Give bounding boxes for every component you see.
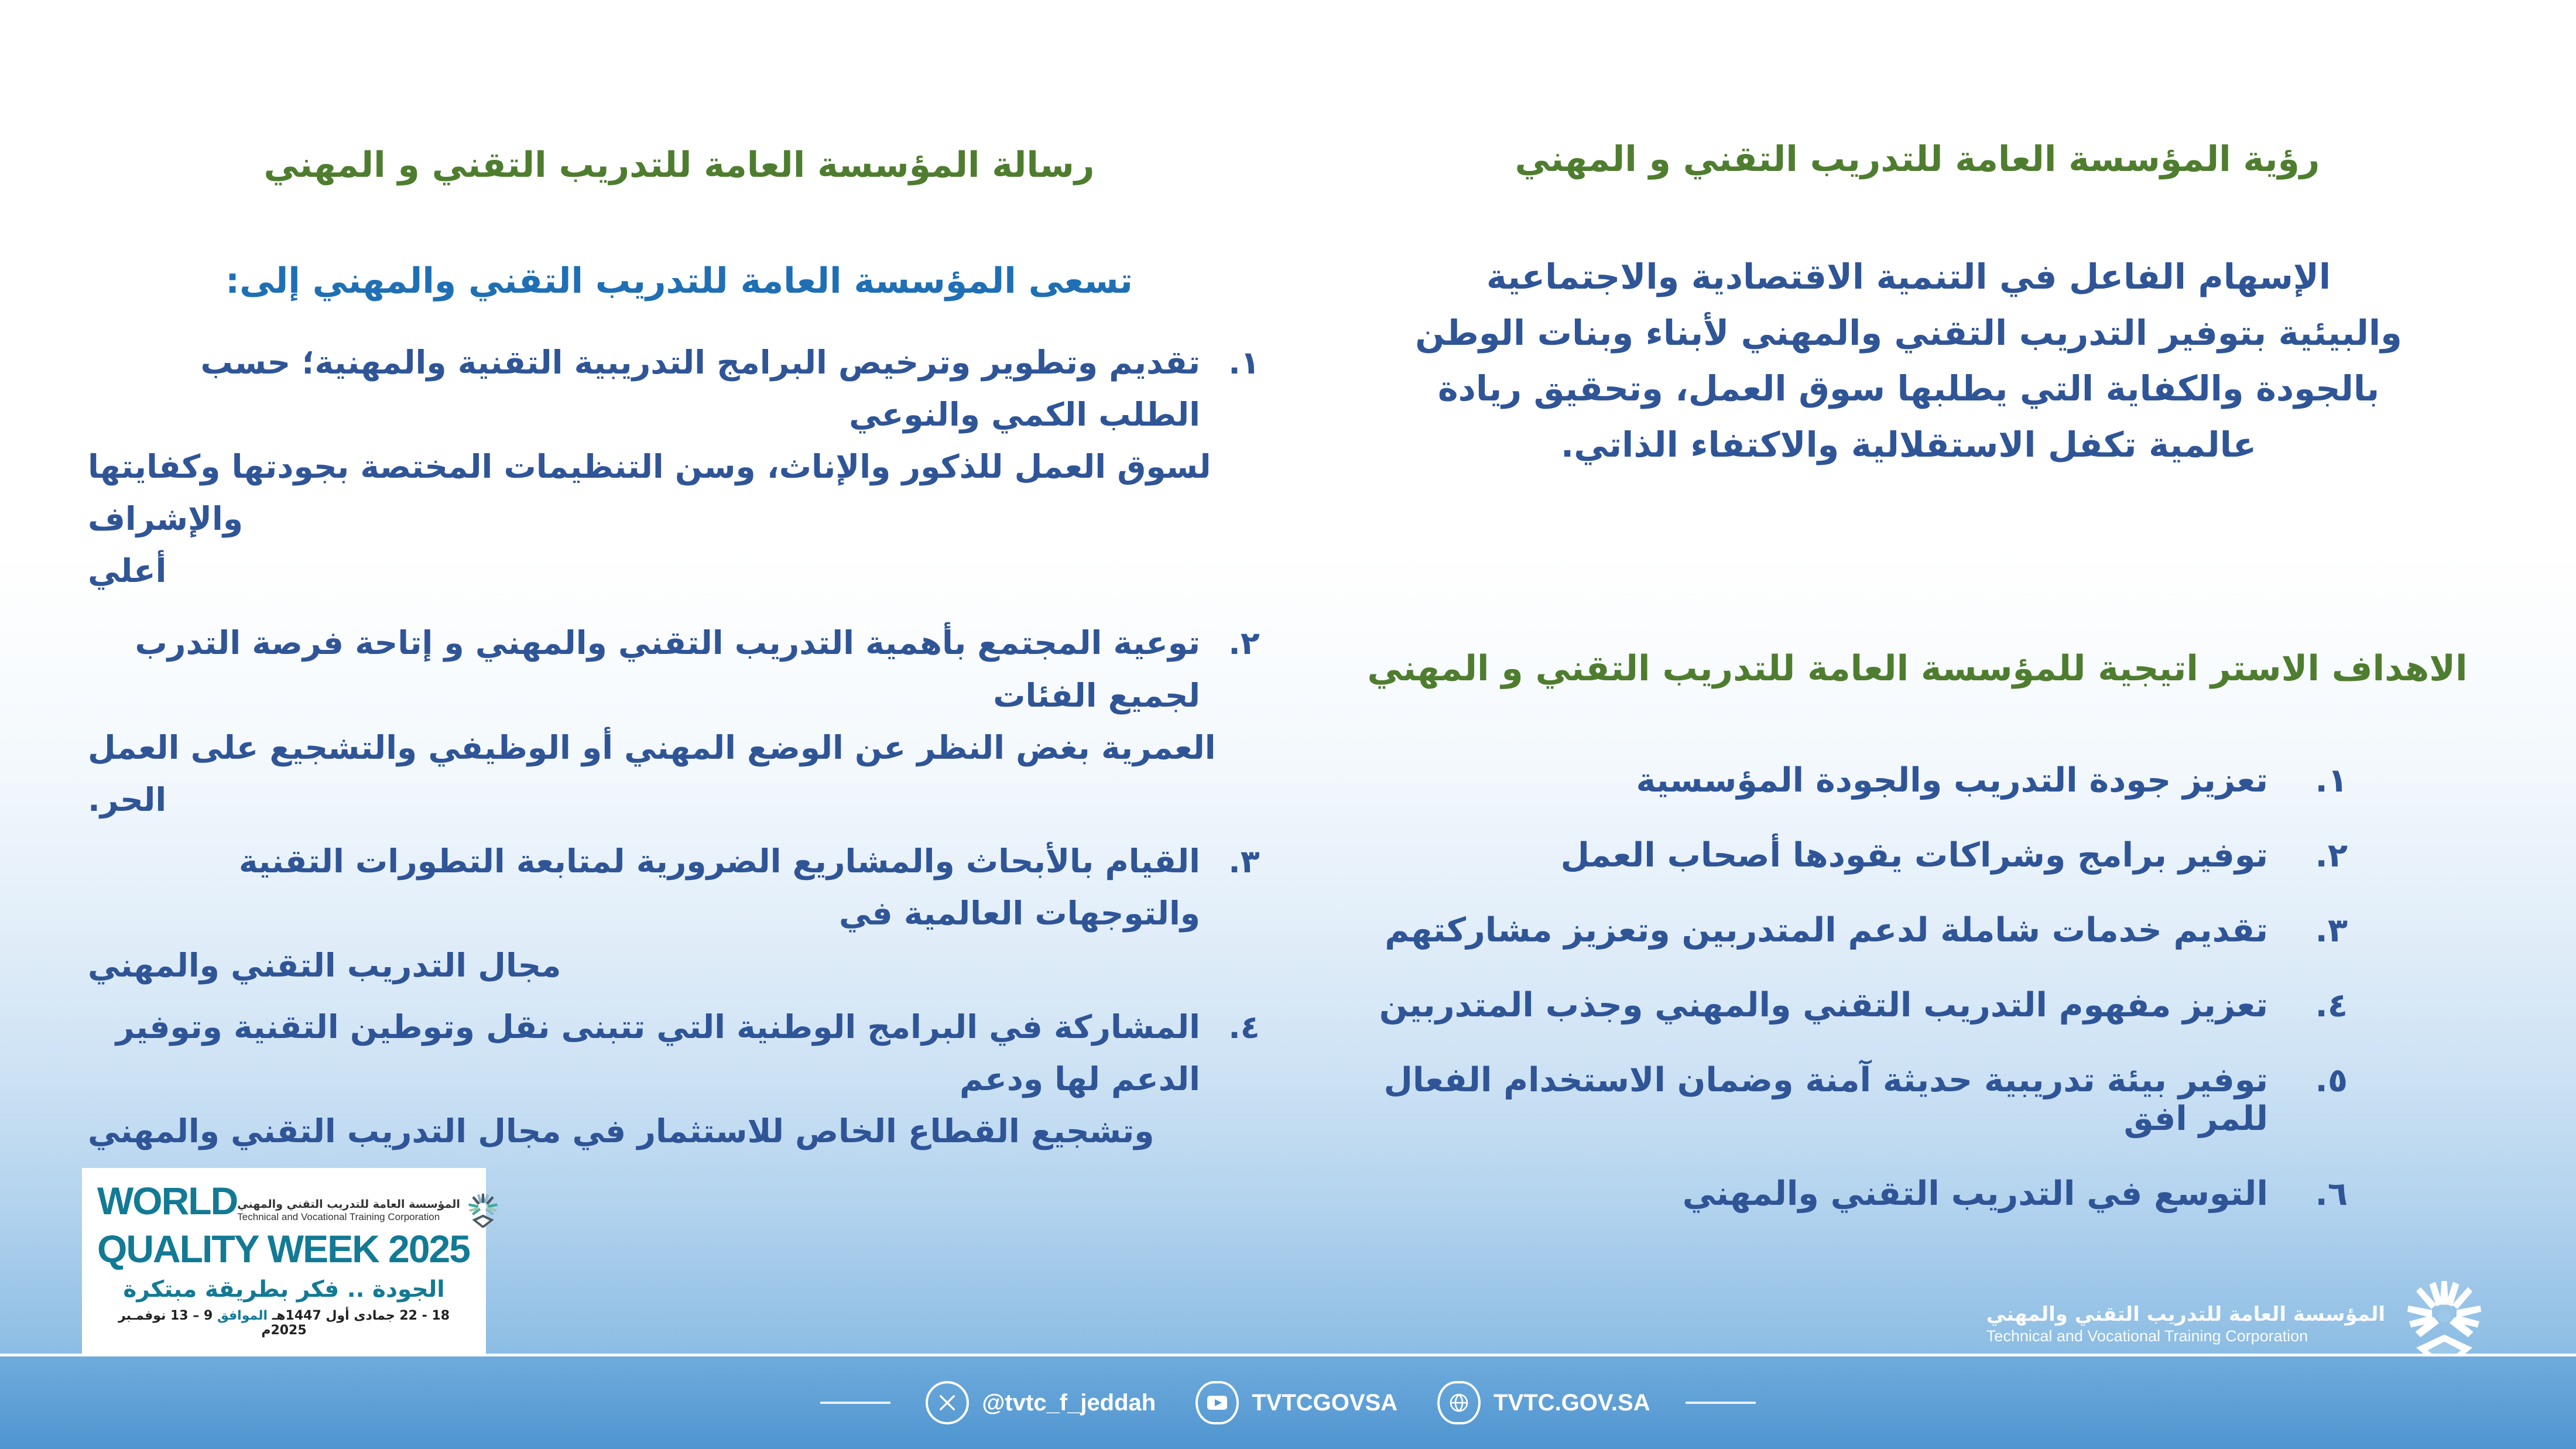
objectives-list <box>1347 761 2488 1249</box>
mission-label-cont: العمرية بغض النظر عن الوضع المهني أو الوظيفي والتشجيع على العمل الحر. <box>88 728 1216 818</box>
website-icon <box>1437 1381 1481 1424</box>
mission-number: ١. <box>1228 344 1260 381</box>
wqw-tvtc-arabic: المؤسسة العامة للتدريب التقني والمهني <box>237 1198 460 1211</box>
objective-item <box>1347 1061 2488 1138</box>
vision-line: عالمية تكفل الاستقلالية والاكتفاء الذاتي. <box>1560 424 2257 465</box>
footer-bar <box>0 1356 2576 1449</box>
x-twitter-icon <box>926 1381 969 1424</box>
wqw-slogan: الجودة .. فكر بطريقة مبتكرة <box>123 1276 445 1303</box>
mission-number: ٢. <box>1228 625 1260 662</box>
wqw-date-gregorian: 9 – 13 نوفمـبر 2025م <box>118 1308 307 1338</box>
objective-label: توفير بيئة تدريبية حديثة آمنة وضمان الاستخدام الفعال للمر افق <box>1383 1061 2268 1138</box>
vision-heading: رؤية المؤسسة العامة للتدريب التقني و المهني <box>1515 139 2320 180</box>
wqw-dates <box>97 1308 471 1338</box>
world-quality-week-logo-card <box>82 1168 486 1355</box>
tvtc-flower-icon <box>465 1191 501 1230</box>
vision-line: والبيئية بتوفير التدريب التقني والمهني لأبناء وبنات الوطن <box>1415 312 2402 353</box>
objective-item <box>1347 836 2488 875</box>
youtube-icon <box>1195 1381 1239 1424</box>
objective-item <box>1347 1174 2488 1213</box>
objectives-heading: الاهداف الاستر اتيجية للمؤسسة العامة للتدريب التقني و المهني <box>1367 648 2468 689</box>
social-label-website: TVTC.GOV.SA <box>1493 1389 1650 1416</box>
objective-number: ٦. <box>2315 1175 2348 1213</box>
mission-intro: تسعى المؤسسة العامة للتدريب التقني والمهني إلى: <box>225 261 1133 302</box>
objective-item <box>1347 761 2488 800</box>
objective-item <box>1347 911 2488 950</box>
mission-label: توعية المجتمع بأهمية التدريب التقني والمهني و إتاحة فرصة التدرب لجميع الفئات <box>135 624 1200 714</box>
objective-item <box>1347 986 2488 1025</box>
objective-number: ٥. <box>2315 1061 2348 1099</box>
social-label-x: @tvtc_f_jeddah <box>982 1389 1156 1416</box>
objective-number: ٣. <box>2315 912 2348 950</box>
vision-line: الإسهام الفاعل في التنمية الاقتصادية والاجتماعية <box>1486 256 2331 297</box>
vision-body <box>1393 249 2424 472</box>
mission-label-cont: وتشجيع القطاع الخاص للاستثمار في مجال التدريب التقني والمهني <box>88 1112 1155 1150</box>
mission-label: القيام بالأبحاث والمشاريع الضرورية لمتابعة التطورات التقنية والتوجهات العالمية في <box>239 842 1200 932</box>
mission-item <box>70 835 1288 992</box>
footer-dash-right <box>1686 1402 1756 1404</box>
tvtc-brand-english: Technical and Vocational Training Corporation <box>1986 1327 2308 1345</box>
mission-label: تقديم وتطوير وترخيص البرامج التدريبية التقنية والمهنية؛ حسب الطلب الكمي والنوعي <box>200 344 1200 434</box>
mission-label-cont: لسوق العمل للذكور والإناث، وسن التنظيمات المختصة بجودتها وكفايتها والإشراف <box>88 448 1211 538</box>
mission-item <box>70 337 1288 597</box>
wqw-date-hijri: 18 - 22 جمادى أول 1447هـ <box>272 1308 450 1323</box>
objective-label: تعزيز جودة التدريب والجودة المؤسسية <box>1636 761 2268 800</box>
mission-number: ٣. <box>1228 842 1260 880</box>
social-link-website[interactable] <box>1437 1381 1650 1424</box>
social-label-youtube: TVTCGOVSA <box>1252 1389 1398 1416</box>
wqw-date-connector: الموافق <box>217 1308 268 1323</box>
mission-label-cont: أعلي <box>88 552 167 590</box>
wqw-tvtc-english: Technical and Vocational Training Corporation <box>237 1211 440 1223</box>
mission-list <box>70 337 1288 1166</box>
objective-label: توفير برامج وشراكات يقودها أصحاب العمل <box>1560 836 2268 875</box>
objective-label: التوسع في التدريب التقني والمهني <box>1682 1174 2268 1213</box>
mission-label: المشاركة في البرامج الوطنية التي تتبنى نقل وتوطين التقنية وتوفير الدعم لها ودعم <box>115 1008 1200 1098</box>
objective-number: ١. <box>2315 762 2348 800</box>
mission-item <box>70 617 1288 825</box>
mission-item <box>70 1001 1288 1157</box>
objective-number: ٤. <box>2315 986 2348 1025</box>
vision-line: بالجودة والكفاية التي يطلبها سوق العمل، وتحقيق ريادة <box>1437 368 2380 409</box>
social-link-x[interactable] <box>926 1381 1156 1424</box>
social-links-row <box>805 1381 1770 1424</box>
social-link-youtube[interactable] <box>1195 1381 1397 1424</box>
wqw-tvtc-lockup <box>237 1191 501 1230</box>
mission-heading: رسالة المؤسسة العامة للتدريب التقني و المهني <box>263 145 1095 186</box>
objective-label: تقديم خدمات شاملة لدعم المتدربين وتعزيز مشاركتهم <box>1385 911 2268 950</box>
mission-number: ٤. <box>1228 1009 1260 1046</box>
footer-dash-left <box>820 1402 890 1404</box>
wqw-line-1: WORLD <box>97 1179 238 1222</box>
mission-label-cont: مجال التدريب التقني والمهني <box>88 947 561 985</box>
wqw-line-2: QUALITY WEEK 2025 <box>97 1227 470 1270</box>
tvtc-brand-arabic: المؤسسة العامة للتدريب التقني والمهني <box>1986 1303 2385 1327</box>
objective-number: ٢. <box>2315 837 2348 875</box>
objective-label: تعزيز مفهوم التدريب التقني والمهني وجذب المتدربين <box>1379 986 2268 1025</box>
